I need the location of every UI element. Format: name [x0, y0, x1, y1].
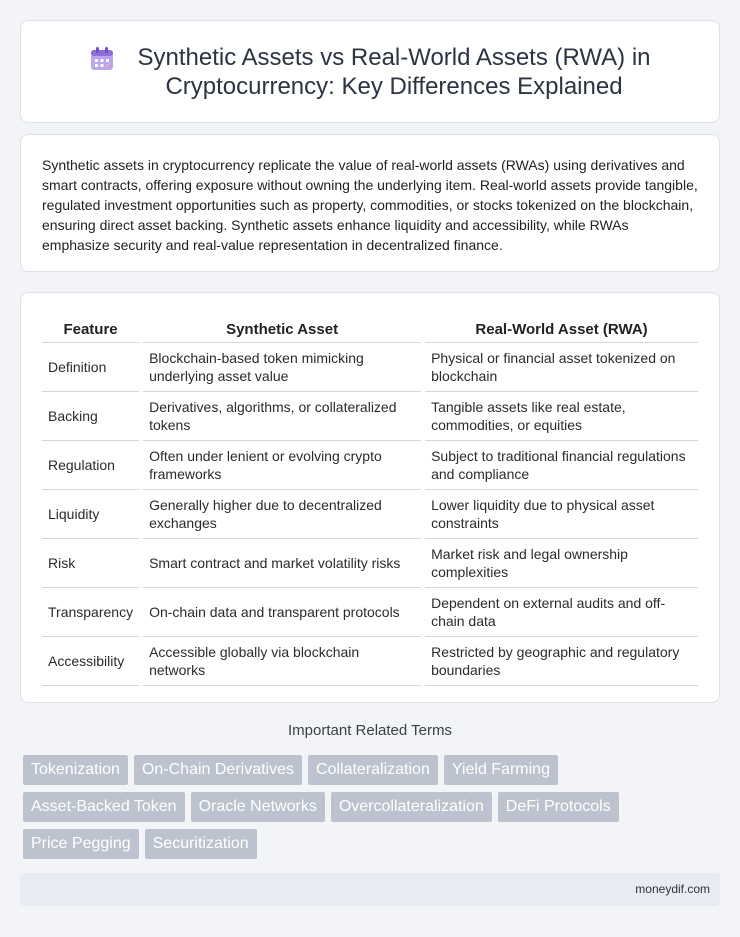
synthetic-cell: On-chain data and transparent protocols	[143, 588, 421, 637]
related-term-tag[interactable]: Securitization	[145, 829, 257, 859]
related-terms-list	[23, 755, 723, 859]
synthetic-cell: Often under lenient or evolving crypto frameworks	[143, 441, 421, 490]
calendar-icon	[89, 46, 115, 72]
table-row	[42, 441, 698, 490]
header-synthetic-asset: Synthetic Asset	[143, 313, 421, 343]
feature-cell: Accessibility	[42, 637, 139, 686]
table-row	[42, 343, 698, 392]
table-row	[42, 637, 698, 686]
synthetic-cell: Blockchain-based token mimicking underlying asset value	[143, 343, 421, 392]
title-wrap	[89, 43, 650, 101]
comparison-table-card	[20, 292, 720, 703]
feature-cell: Liquidity	[42, 490, 139, 539]
page-title-line-2: Cryptocurrency: Key Differences Explained	[165, 72, 623, 100]
rwa-cell: Subject to traditional financial regulations and compliance	[425, 441, 698, 490]
page-title-line-1: Synthetic Assets vs Real-World Assets (RWA) in	[137, 43, 651, 71]
rwa-cell: Dependent on external audits and off-chain data	[425, 588, 698, 637]
feature-cell: Risk	[42, 539, 139, 588]
table-row	[42, 392, 698, 441]
related-term-tag[interactable]: DeFi Protocols	[498, 792, 619, 822]
feature-cell: Definition	[42, 343, 139, 392]
rwa-cell: Restricted by geographic and regulatory boundaries	[425, 637, 698, 686]
synthetic-cell: Smart contract and market volatility risks	[143, 539, 421, 588]
rwa-cell: Market risk and legal ownership complexities	[425, 539, 698, 588]
header-feature: Feature	[42, 313, 139, 343]
page-title	[137, 43, 650, 101]
intro-text: Synthetic assets in cryptocurrency replicate the value of real-world assets (RWAs) using derivatives and smart contracts, offering exposure without owning the underlying item. Real-world assets provide tangible, regulated investment opportunities such as property, commodities, or stocks tokenized on the blockchain, ensuring direct asset backing. Synthetic assets enhance liquidity and accessibility, while RWAs emphasize security and real-value representation in decentralized finance.	[42, 157, 698, 253]
table-row	[42, 588, 698, 637]
table-row	[42, 539, 698, 588]
related-term-tag[interactable]: Oracle Networks	[191, 792, 325, 822]
table-row	[42, 490, 698, 539]
comparison-table	[38, 313, 702, 686]
related-term-tag[interactable]: Collateralization	[308, 755, 438, 785]
intro-card	[20, 134, 720, 272]
related-term-tag[interactable]: Tokenization	[23, 755, 128, 785]
synthetic-cell: Accessible globally via blockchain networks	[143, 637, 421, 686]
footer-site-link[interactable]: moneydif.com	[635, 882, 710, 896]
rwa-cell: Physical or financial asset tokenized on blockchain	[425, 343, 698, 392]
feature-cell: Transparency	[42, 588, 139, 637]
related-term-tag[interactable]: On-Chain Derivatives	[134, 755, 302, 785]
rwa-cell: Lower liquidity due to physical asset constraints	[425, 490, 698, 539]
synthetic-cell: Derivatives, algorithms, or collateralized tokens	[143, 392, 421, 441]
related-terms-heading: Important Related Terms	[288, 722, 452, 739]
synthetic-cell: Generally higher due to decentralized exchanges	[143, 490, 421, 539]
related-term-tag[interactable]: Overcollateralization	[331, 792, 492, 822]
header-real-world-asset: Real-World Asset (RWA)	[425, 313, 698, 343]
table-header-row	[42, 313, 698, 343]
related-term-tag[interactable]: Asset-Backed Token	[23, 792, 185, 822]
related-term-tag[interactable]: Price Pegging	[23, 829, 139, 859]
feature-cell: Backing	[42, 392, 139, 441]
rwa-cell: Tangible assets like real estate, commodities, or equities	[425, 392, 698, 441]
related-term-tag[interactable]: Yield Farming	[444, 755, 558, 785]
footer	[20, 873, 720, 906]
title-card	[20, 20, 720, 123]
feature-cell: Regulation	[42, 441, 139, 490]
